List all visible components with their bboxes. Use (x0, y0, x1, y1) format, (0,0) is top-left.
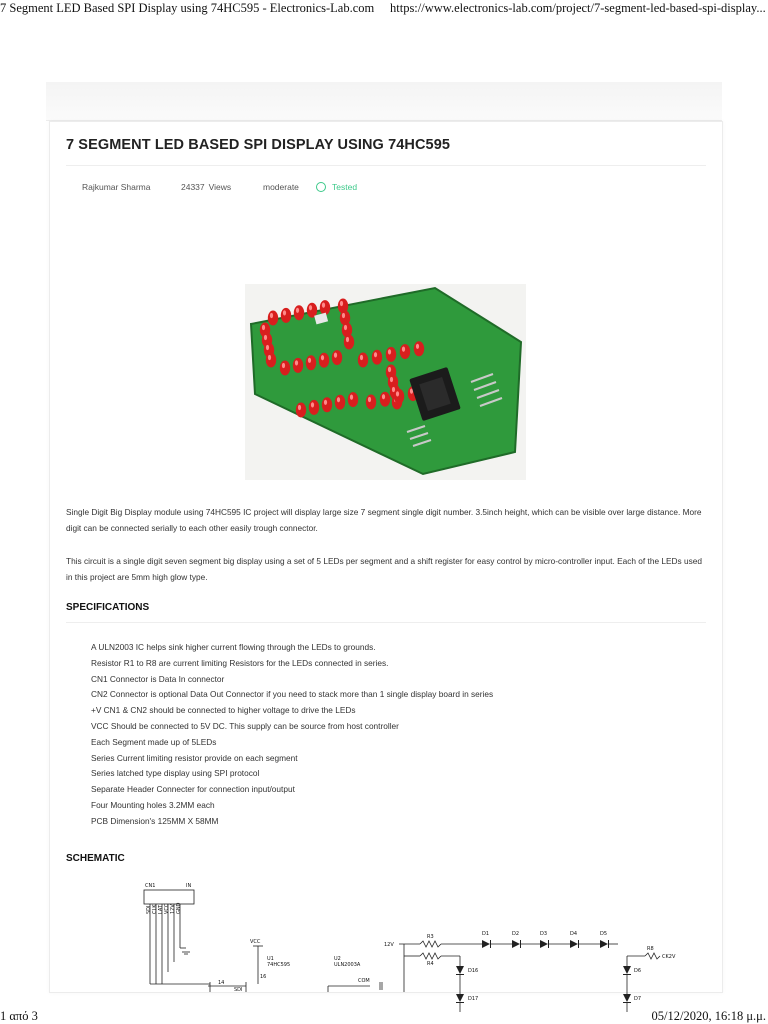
schematic-heading: SCHEMATIC (66, 853, 125, 864)
schematic-diagram (110, 872, 676, 1002)
red-led (280, 361, 290, 376)
label-u1-pin16: 16 (260, 974, 267, 980)
red-led (344, 335, 354, 350)
pin-label: CLK (152, 904, 158, 914)
label-diode: D2 (512, 931, 520, 937)
spec-item: Each Segment made up of 5LEDs (91, 736, 217, 747)
red-led (348, 392, 358, 407)
label-u1: U1 (267, 956, 274, 962)
led-highlight (340, 301, 343, 306)
red-led (266, 353, 276, 368)
spec-item: Resistor R1 to R8 are current limiting Resistors for the LEDs connected in series. (91, 657, 389, 668)
article-title: 7 SEGMENT LED BASED SPI DISPLAY USING 74HC595 (66, 137, 451, 153)
print-page-title: 7 Segment LED Based SPI Display using 74HC595 - Electronics-Lab.com (0, 1, 375, 15)
article-card (49, 121, 723, 1002)
led-highlight (416, 344, 419, 349)
specifications-list (91, 640, 493, 830)
led-highlight (350, 395, 353, 400)
spec-item: Series latched type display using SPI protocol (91, 768, 260, 779)
label-diode: D4 (570, 931, 578, 937)
red-led (296, 403, 306, 418)
led-highlight (392, 387, 395, 392)
red-led (294, 305, 304, 320)
led-highlight (360, 355, 363, 360)
view-count-number: 24337 (181, 182, 205, 192)
spec-item: Separate Header Connecter for connection input/output (91, 784, 295, 795)
status-label: Tested (332, 182, 358, 192)
title-divider (66, 165, 706, 166)
led-highlight (298, 405, 301, 410)
label-diode: D17 (468, 996, 479, 1002)
label-r8: R8 (647, 946, 654, 952)
led-highlight (337, 397, 340, 402)
specifications-divider (66, 622, 706, 623)
label-diode: D1 (482, 931, 490, 937)
led-highlight (322, 303, 325, 308)
red-led (394, 389, 404, 404)
label-diode: D5 (600, 931, 608, 937)
spec-item: CN2 Connector is optional Data Out Connector if you need to stack more than 1 single display board in series (91, 689, 494, 700)
led-highlight (324, 400, 327, 405)
red-led (414, 341, 424, 356)
led-highlight (342, 313, 345, 318)
pin-label: LAT (158, 905, 164, 914)
label-cn1: CN1 (145, 883, 156, 889)
pin-label: SDI (146, 905, 152, 914)
red-led (332, 350, 342, 365)
label-r3: R3 (427, 934, 434, 940)
label-supply: 12V (384, 942, 394, 948)
view-count (181, 182, 231, 192)
site-header-band (46, 82, 722, 121)
specifications-heading: SPECIFICATIONS (66, 602, 150, 613)
label-r8-net: CK2V (662, 954, 676, 960)
led-highlight (382, 394, 385, 399)
led-highlight (282, 363, 285, 368)
spec-item: A ULN2003 IC helps sink higher current flowing through the LEDs to grounds. (91, 642, 376, 652)
red-led (335, 395, 345, 410)
spec-item: Four Mounting holes 3.2MM each (91, 799, 215, 810)
red-led (293, 358, 303, 373)
label-diode: D6 (634, 968, 642, 974)
label-diode: D7 (634, 996, 642, 1002)
led-highlight (402, 347, 405, 352)
status-badge (316, 182, 357, 192)
description-paragraph: This circuit is a single digit seven segment big display using a set of 5 LEDs per segment and a shift register for easy control by micro-controller input. Each of the LEDs used in this project are 5mm high glow type. (66, 556, 702, 582)
led-highlight (283, 310, 286, 315)
red-led (319, 353, 329, 368)
label-u1-pin: 14 (218, 980, 225, 986)
led-highlight (390, 377, 393, 382)
red-led (386, 347, 396, 362)
spec-item: CN1 Connector is Data In connector (91, 673, 225, 684)
label-diode: D3 (540, 931, 548, 937)
pin-label: GND (176, 902, 182, 914)
author-name[interactable]: Rajkumar Sharma (82, 182, 151, 192)
red-led (268, 311, 278, 326)
spec-item: VCC Should be connected to 5V DC. This supply can be source from host controller (91, 720, 399, 731)
red-led (380, 392, 390, 407)
led-highlight (334, 353, 337, 358)
view-count-label: Views (208, 182, 232, 192)
print-header (0, 0, 768, 18)
led-highlight (344, 325, 347, 330)
red-led (322, 397, 332, 412)
intro-paragraph: Single Digit Big Display module using 74HC595 IC project will display large size 7 segment single digit number. 3.5inch height, which can be visible over large distance. More digit can be connected serially to each other easily trough connector. (66, 507, 702, 533)
led-highlight (262, 325, 265, 330)
led-highlight (388, 367, 391, 372)
page-number: 1 από 3 (0, 1009, 38, 1023)
led-highlight (311, 402, 314, 407)
red-led (366, 395, 376, 410)
red-led (358, 353, 368, 368)
led-highlight (308, 358, 311, 363)
label-in: IN (186, 883, 192, 889)
led-highlight (368, 397, 371, 402)
label-u2-pin: COM (358, 978, 370, 984)
label-vcc: VCC (250, 939, 261, 945)
pin-label: VCC (164, 903, 170, 914)
label-u2-part: ULN2003A (334, 962, 361, 968)
led-highlight (266, 345, 269, 350)
led-highlight (268, 355, 271, 360)
led-highlight (396, 391, 399, 396)
led-highlight (374, 352, 377, 357)
led-highlight (296, 308, 299, 313)
check-circle-icon (316, 182, 326, 192)
led-highlight (264, 335, 267, 340)
label-u1-part: 74HC595 (267, 962, 291, 968)
spec-item: +V CN1 & CN2 should be connected to higher voltage to drive the LEDs (91, 705, 356, 716)
led-highlight (295, 360, 298, 365)
difficulty-level: moderate (263, 182, 299, 192)
label-r4: R4 (427, 961, 434, 967)
red-led (309, 400, 319, 415)
red-led (281, 308, 291, 323)
print-datetime: 05/12/2020, 16:18 μ.μ. (651, 1009, 766, 1023)
led-highlight (388, 349, 391, 354)
label-u2: U2 (334, 956, 341, 962)
label-diode: D16 (468, 968, 479, 974)
led-highlight (309, 305, 312, 310)
spec-item: Series Current limiting resistor provide on each segment (91, 752, 298, 763)
print-url: https://www.electronics-lab.com/project/7-segment-led-based-spi-display... (390, 1, 766, 15)
spec-item: PCB Dimension's 125MM X 58MM (91, 815, 219, 826)
red-led (372, 350, 382, 365)
red-led (306, 355, 316, 370)
pin-label: 12V (170, 904, 176, 914)
pcb-photo (245, 284, 526, 480)
led-highlight (321, 355, 324, 360)
led-highlight (270, 313, 273, 318)
red-led (400, 344, 410, 359)
print-footer (0, 1009, 768, 1024)
pcb-illustration (245, 284, 526, 480)
label-u1-pin-name: SDI (234, 987, 243, 993)
led-highlight (346, 337, 349, 342)
